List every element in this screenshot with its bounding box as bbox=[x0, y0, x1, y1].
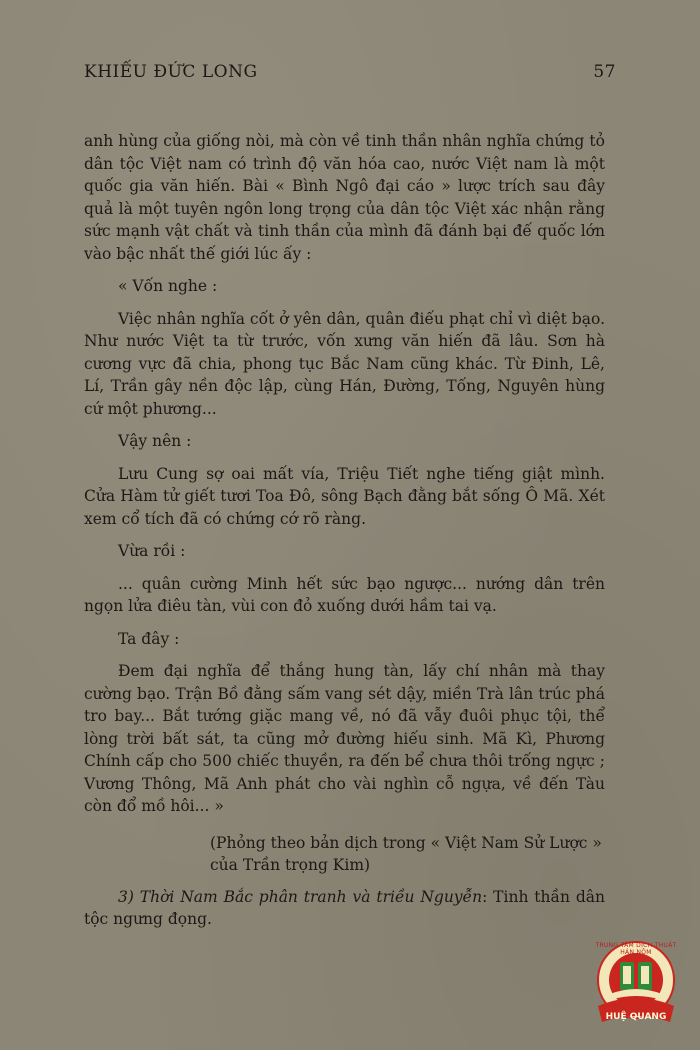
stamp-arc-text: TRUNG TÂM DỊCH THUẬT HÁN NÔM bbox=[595, 942, 677, 956]
page-number: 57 bbox=[593, 62, 616, 82]
citation-line-1: (Phỏng theo bản dịch trong « Việt Nam Sử Lược » bbox=[210, 833, 602, 852]
quote-heading: Ta đây : bbox=[118, 629, 180, 648]
body-text bbox=[84, 130, 605, 931]
publisher-stamp-logo bbox=[590, 940, 682, 1028]
quote-paragraph: Đem đại nghĩa để thắng hung tàn, lấy chí nhân mà thay cường bạo. Trận Bồ đằng sấm vang sét dậy, miền Trà lân trúc phá tro bay... Bắt tướng giặc mang về, nó đã vẫy đuôi phục tội, thể lòng trời bất sát, ta cũng mở đường hiếu sinh. Mã Kì, Phương Chính cấp cho 500 chiếc thuyền, ra đến bể chưa thôi trống ngực ; Vương Thông, Mã Anh phát cho vài nghìn cỗ ngựa, về đến Tàu còn đổ mồ hôi... » bbox=[84, 662, 605, 815]
quote-heading: Vậy nên : bbox=[118, 432, 192, 450]
paragraph-intro: anh hùng của giống nòi, mà còn về tinh thần nhân nghĩa chứng tỏ dân tộc Việt nam có trình độ văn hóa cao, nước Việt nam là một quốc gia văn hiến. Bài « Bình Ngô đại cáo » lược trích sau đây quả là một tuyên ngôn long trọng của dân tộc Việt xác nhận rằng sức mạnh vật chất và tinh thần của mình đã đánh bại đế quốc lớn vào bậc nhất thế giới lúc ấy : bbox=[84, 132, 605, 263]
quote-paragraph: Việc nhân nghĩa cốt ở yên dân, quân điếu phạt chỉ vì diệt bạo. Như nước Việt ta từ trước, vốn xưng văn hiến đã lâu. Sơn hà cương vực đã chia, phong tục Bắc Nam cũng khác. Từ Đinh, Lê, Lí, Trần gây nền độc lập, cùng Hán, Đường, Tống, Nguyên hùng cứ một phương... bbox=[84, 309, 605, 418]
section-paragraph bbox=[84, 886, 605, 931]
running-head-author: KHIẾU ĐỨC LONG bbox=[84, 62, 258, 82]
quote-paragraph: Lưu Cung sợ oai mất vía, Triệu Tiết nghe tiếng giật mình. Cửa Hàm tử giết tươi Toa Đô, sông Bạch đằng bắt sống Ô Mã. Xét xem cổ tích đã có chứng cớ rõ ràng. bbox=[84, 464, 605, 528]
citation bbox=[84, 832, 605, 876]
citation-line-2: của Trần trọng Kim) bbox=[210, 855, 371, 874]
quote-paragraph: ... quân cường Minh hết sức bạo ngược... nướng dân trên ngọn lửa điêu tàn, vùi con đỏ xuống dưới hầm tai vạ. bbox=[84, 574, 605, 615]
section-text: : Tinh thần dân tộc ngưng đọng. bbox=[84, 887, 605, 928]
quote-heading: Vừa rồi : bbox=[118, 542, 186, 560]
quote-opening: « Vốn nghe : bbox=[118, 277, 218, 295]
stamp-name: HUỆ QUANG bbox=[605, 1012, 667, 1022]
running-header bbox=[84, 62, 616, 86]
section-title: 3) Thời Nam Bắc phân tranh và triều Nguyễn bbox=[118, 887, 483, 906]
